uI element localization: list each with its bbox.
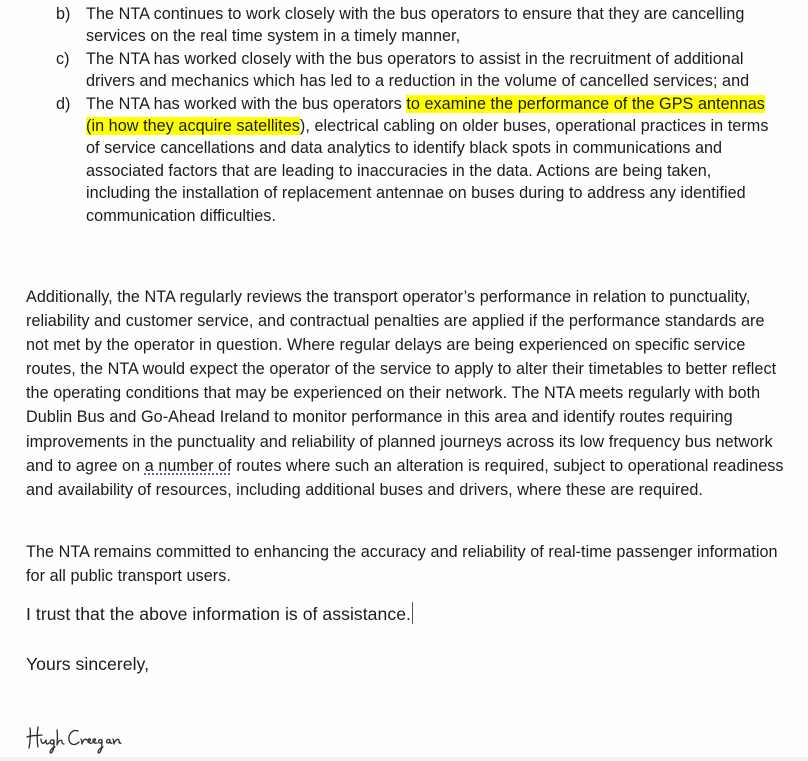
list-item-d [0, 93, 776, 227]
list-item-text[interactable]: The NTA has worked closely with the bus operators to assist in the recruitment of additional drivers and mechanics which has led to a reduction in the volume of cancelled services; and [86, 49, 750, 91]
paragraph-text: Additionally, the NTA regularly reviews the transport operator’s performance in relation to punctuality, reliability and customer service, and contractual penalties are applied if the performance standards are not met by the operator in question. Where regular delays are being experienced on specific service routes, the NTA would expect the operator of the service to apply to alter their timetables to better reflect the operating conditions that may be experienced on their network. The NTA meets regularly with both Dublin Bus and Go-Ahead Ireland to monitor performance in this area and identify routes requiring improvements in the punctuality and reliability of planned journeys across its low frequency bus network and to agree on [26, 288, 777, 475]
grammar-flagged-text[interactable]: a number of [144, 456, 232, 475]
paragraph-commitment[interactable]: The NTA remains committed to enhancing the accuracy and reliability of real-time passenger information for all public transport users. [26, 543, 778, 586]
list-item-text[interactable]: ), electrical cabling on older buses, operational practices in terms of service cancellations and data analytics to identify black spots in communications and associated factors that are leading to inaccuracies in the data. Actions are being taken, including the installation of replacement antennae on buses during to address any identified communication difficulties. [86, 117, 769, 225]
list-item-c [0, 48, 776, 93]
list-marker: c) [56, 49, 70, 68]
text-cursor [412, 602, 413, 624]
paragraph-text: I trust that the above information is of assistance. [26, 604, 411, 624]
highlighted-text[interactable]: to examine the performance of the GPS antennas (in how they acquire satellites [86, 94, 765, 136]
list-item-b [0, 3, 776, 48]
closing-salutation[interactable]: Yours sincerely, [26, 654, 150, 674]
list-marker: d) [56, 94, 71, 113]
paragraph-trust[interactable] [26, 601, 786, 627]
list-marker: b) [56, 5, 71, 23]
list-item-text[interactable]: The NTA has worked with the bus operators [86, 94, 407, 113]
list-item-text[interactable]: The NTA continues to work closely with the bus operators to ensure that they are cancelling services on the real time system in a timely manner, [86, 5, 745, 46]
paragraph-performance-review[interactable] [26, 285, 786, 502]
paragraph-text: routes where such an alteration is required, subject to operational readiness and availability of resources, including additional buses and drivers, where these are required. [26, 456, 784, 499]
action-list [0, 3, 808, 227]
bottom-scroll-area[interactable] [0, 757, 808, 761]
signature-image [26, 722, 154, 756]
